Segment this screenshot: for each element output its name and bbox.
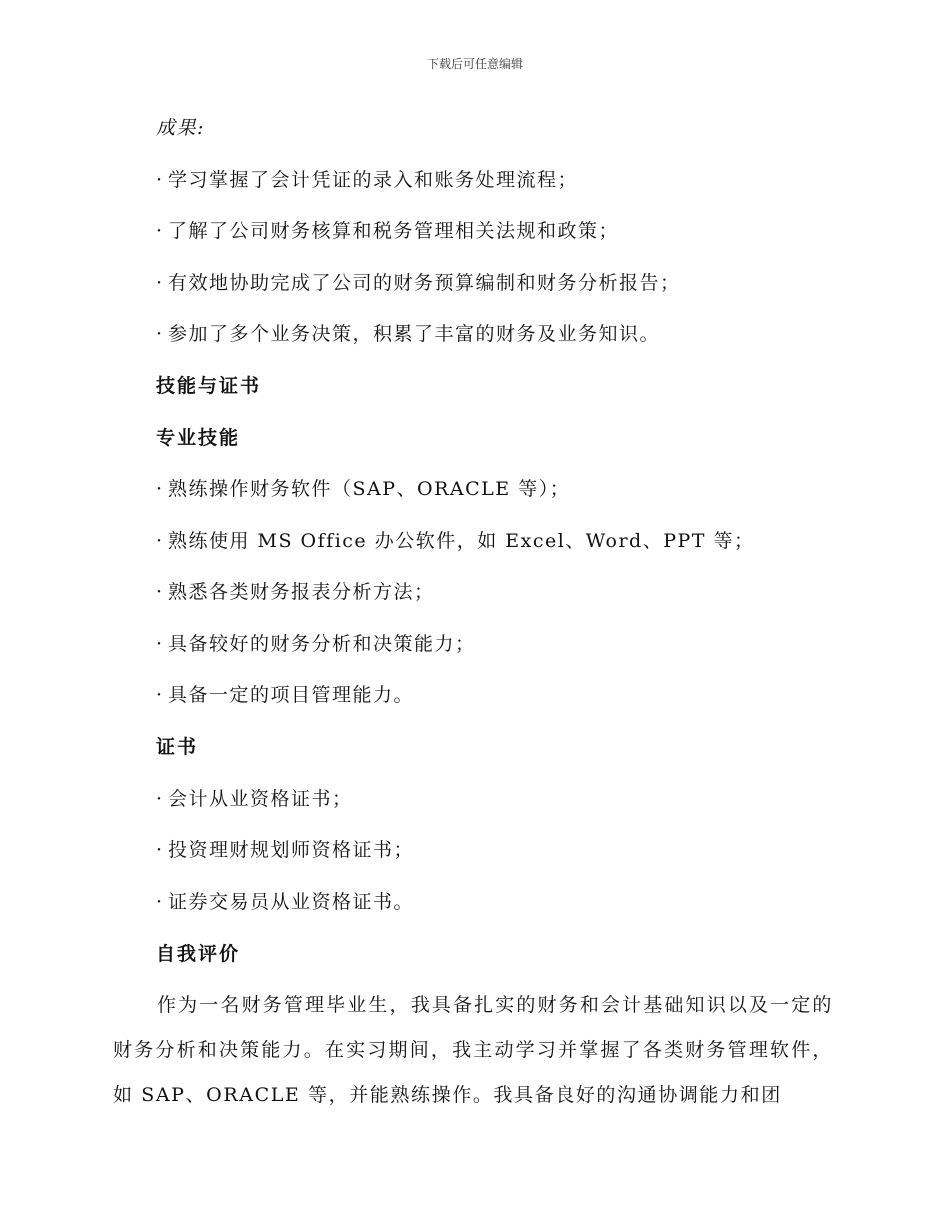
results-item-text: 学习掌握了会计凭证的录入和账务处理流程； <box>168 169 579 191</box>
certificate-item-text: 投资理财规划师资格证书； <box>168 839 415 861</box>
header-note: 下载后可任意编辑 <box>426 57 523 71</box>
bullet: · <box>156 839 164 861</box>
skills-section-title: 技能与证书 <box>156 375 262 397</box>
bullet: · <box>156 169 164 191</box>
bullet: · <box>156 530 164 552</box>
results-item <box>156 270 681 296</box>
bullet: · <box>156 272 164 294</box>
skill-item-text: 熟练使用 MS Office 办公软件，如 Excel、Word、PPT 等； <box>168 530 755 552</box>
skill-item-text: 熟悉各类财务报表分析方法； <box>168 581 435 603</box>
bullet: · <box>156 581 164 603</box>
bullet: · <box>156 788 164 810</box>
certificate-item-text: 证券交易员从业资格证书。 <box>168 891 415 913</box>
self-evaluation-title: 自我评价 <box>156 943 241 965</box>
results-item-text: 了解了公司财务核算和税务管理相关法规和政策； <box>168 220 620 242</box>
certificate-item <box>156 889 414 915</box>
professional-skills-title: 专业技能 <box>156 427 241 449</box>
results-item-text: 有效地协助完成了公司的财务预算编制和财务分析报告； <box>168 272 681 294</box>
bullet: · <box>156 633 164 655</box>
certificate-item <box>156 786 353 812</box>
certificates-title: 证书 <box>156 736 199 758</box>
results-item-text: 参加了多个业务决策，积累了丰富的财务及业务知识。 <box>168 323 661 345</box>
skill-item <box>156 682 414 708</box>
certificate-item <box>156 837 414 863</box>
skill-item <box>156 528 754 554</box>
bullet: · <box>156 891 164 913</box>
results-item <box>156 167 578 193</box>
results-label: 成果: <box>156 117 205 139</box>
bullet: · <box>156 684 164 706</box>
self-evaluation-paragraph: 作为一名财务管理毕业生，我具备扎实的财务和会计基础知识以及一定的财务分析和决策能力。在实习期间，我主动学习并掌握了各类财务管理软件，如 SAP、ORACLE 等，并能熟练操作。我具备良好的沟通协调能力和团 <box>113 994 833 1106</box>
bullet: · <box>156 478 164 500</box>
skill-item-text: 具备较好的财务分析和决策能力； <box>168 633 476 655</box>
skill-item-text: 具备一定的项目管理能力。 <box>168 684 415 706</box>
bullet: · <box>156 323 164 345</box>
certificate-item-text: 会计从业资格证书； <box>168 788 353 810</box>
bullet: · <box>156 220 164 242</box>
skill-item <box>156 476 570 502</box>
skill-item <box>156 631 476 657</box>
skill-item-text: 熟练操作财务软件（SAP、ORACLE 等）； <box>168 478 571 500</box>
skill-item <box>156 579 435 605</box>
results-item <box>156 321 660 347</box>
results-item <box>156 218 619 244</box>
